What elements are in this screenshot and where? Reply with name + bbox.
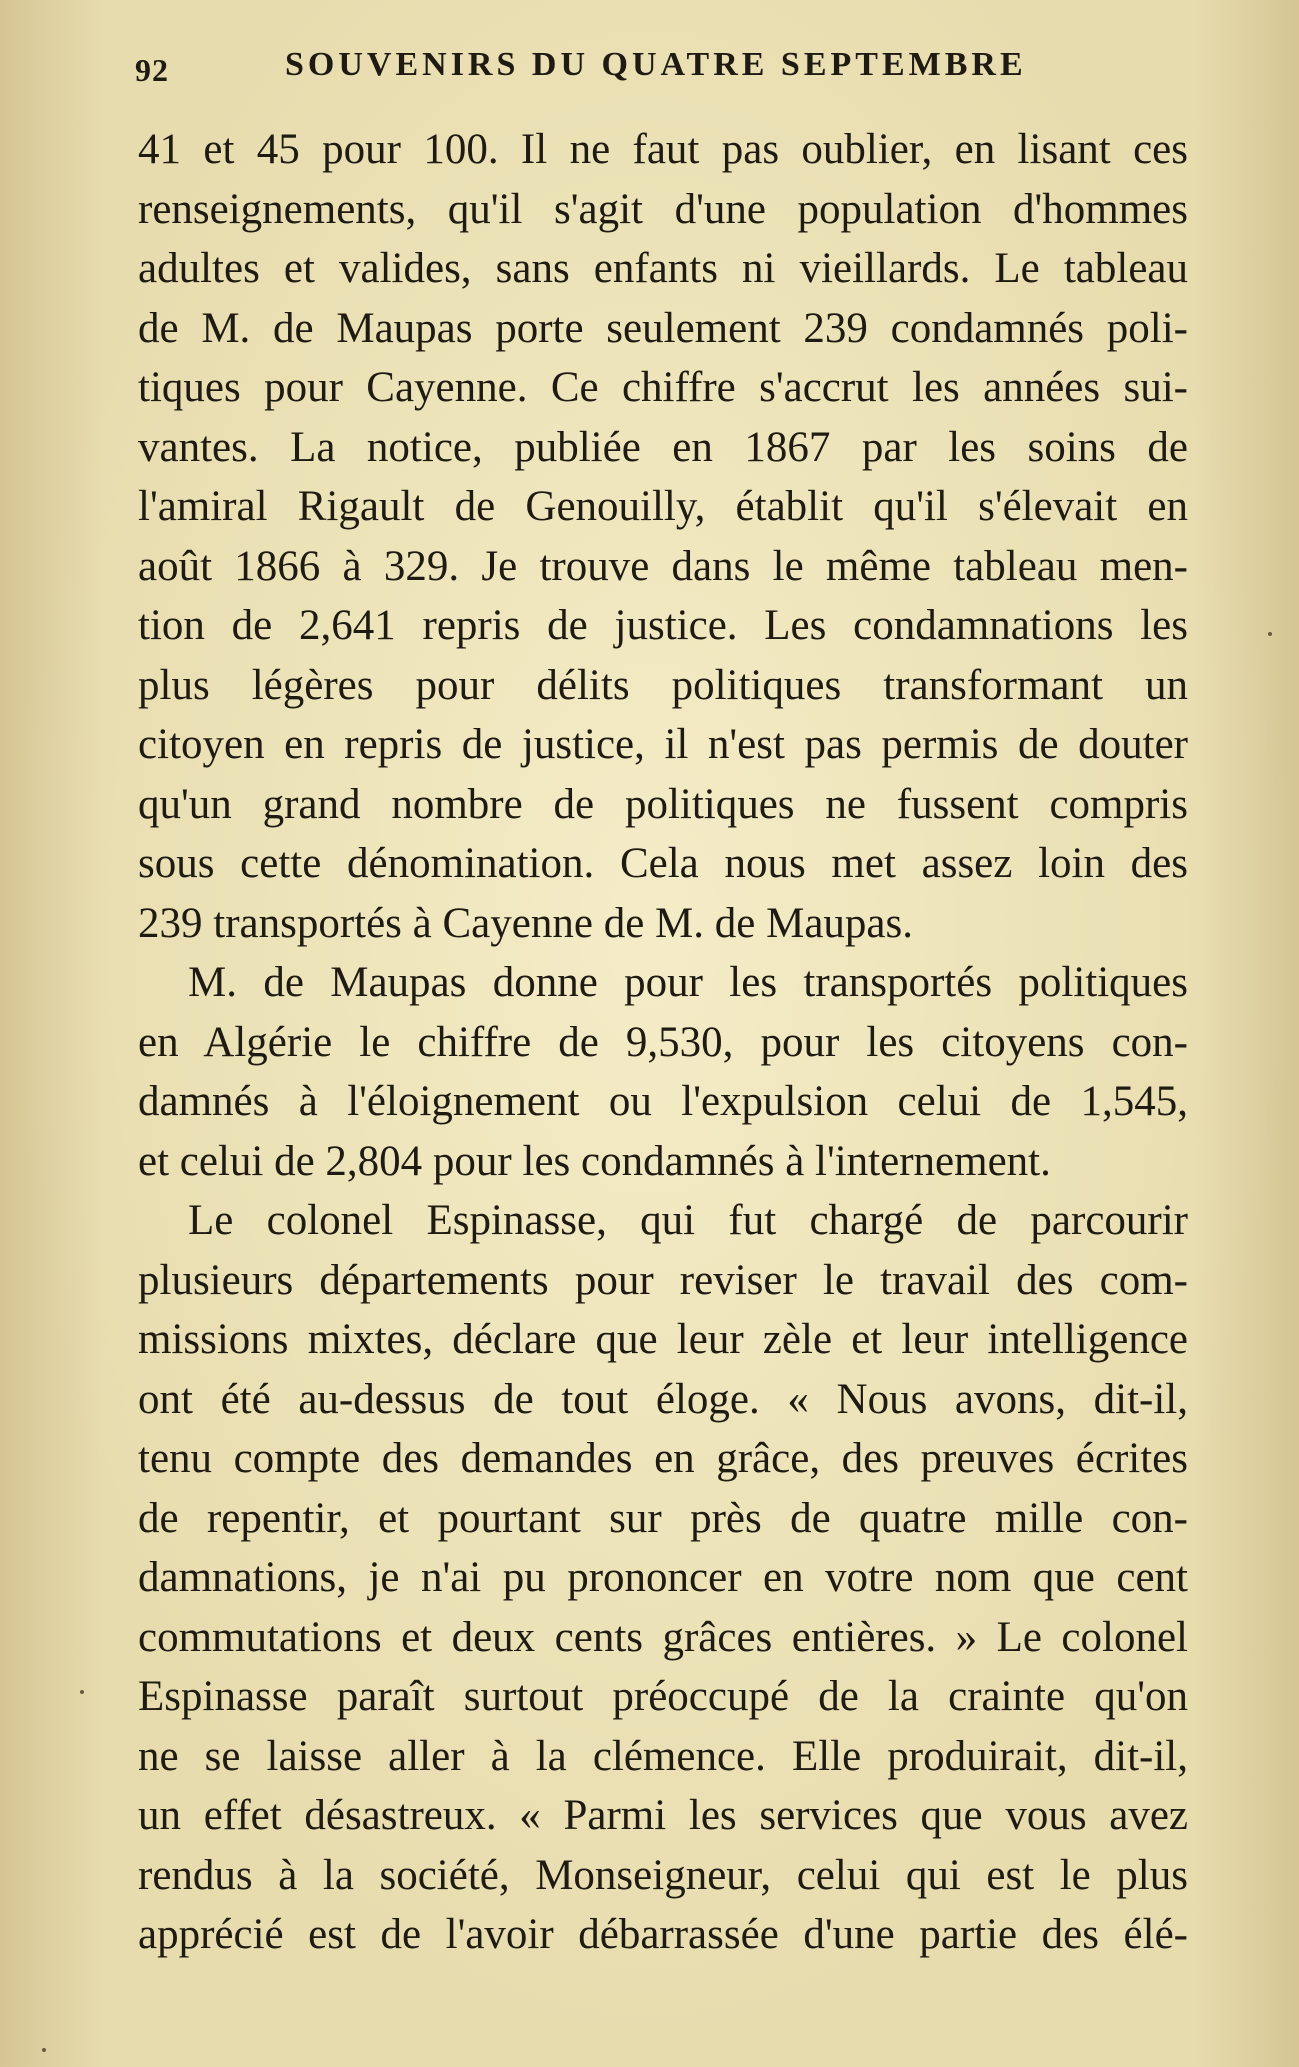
text-line: vantes. La notice, publiée en 1867 par les soins de — [138, 423, 1188, 471]
text-line: tiques pour Cayenne. Ce chiffre s'accrut les années sui- — [138, 364, 1188, 411]
text-line: damnés à l'éloignement ou l'expulsion celui de 1,545, — [138, 1078, 1188, 1125]
text-line: de repentir, et pourtant sur près de quatre mille con- — [138, 1494, 1188, 1542]
text-line: adultes et valides, sans enfants ni vieillards. Le tableau — [138, 245, 1188, 292]
paragraph-end-line: et celui de 2,804 pour les condamnés à l'internement. — [138, 1137, 1051, 1185]
page-number: 92 — [135, 52, 169, 88]
text-line: tenu compte des demandes en grâce, des preuves écrites — [138, 1435, 1188, 1482]
text-line: damnations, je n'ai pu prononcer en votre nom que cent — [138, 1554, 1188, 1601]
text-line: renseignements, qu'il s'agit d'une population d'hommes — [138, 185, 1188, 233]
text-line: apprécié est de l'avoir débarrassée d'une partie des élé- — [138, 1911, 1188, 1958]
running-title: SOUVENIRS DU QUATRE SEPTEMBRE — [285, 46, 1027, 83]
text-line: Espinasse paraît surtout préoccupé de la crainte qu'on — [138, 1673, 1188, 1720]
paragraph-end-line: 239 transportés à Cayenne de M. de Maupas. — [138, 899, 913, 947]
text-line: plus légères pour délits politiques transformant un — [138, 661, 1188, 709]
running-head — [135, 42, 1165, 102]
text-line: missions mixtes, déclare que leur zèle et leur intelligence — [138, 1316, 1188, 1363]
body-text — [138, 120, 1188, 1965]
paragraph-start-line: M. de Maupas donne pour les transportés politiques — [188, 959, 1188, 1006]
paragraph-start-line: Le colonel Espinasse, qui fut chargé de parcourir — [188, 1197, 1188, 1244]
text-line: plusieurs départements pour reviser le travail des com- — [138, 1256, 1188, 1304]
text-line: qu'un grand nombre de politiques ne fussent compris — [138, 780, 1188, 828]
text-line: en Algérie le chiffre de 9,530, pour les citoyens con- — [138, 1018, 1188, 1066]
paper-speck — [80, 1690, 84, 1694]
paper-speck — [1268, 632, 1272, 636]
text-line: de M. de Maupas porte seulement 239 condamnés poli- — [138, 304, 1188, 352]
text-line: tion de 2,641 repris de justice. Les condamnations les — [138, 602, 1188, 649]
text-line: août 1866 à 329. Je trouve dans le même tableau men- — [138, 542, 1188, 590]
text-line: commutations et deux cents grâces entières. » Le colonel — [138, 1613, 1188, 1661]
text-line: ont été au-dessus de tout éloge. « Nous avons, dit-il, — [138, 1375, 1188, 1423]
paper-speck — [42, 2048, 46, 2052]
text-line: rendus à la société, Monseigneur, celui qui est le plus — [138, 1851, 1188, 1899]
text-line: sous cette dénomination. Cela nous met assez loin des — [138, 840, 1188, 887]
text-line: 41 et 45 pour 100. Il ne faut pas oublier, en lisant ces — [138, 126, 1188, 173]
text-line: un effet désastreux. « Parmi les services que vous avez — [138, 1792, 1188, 1839]
text-line: l'amiral Rigault de Genouilly, établit qu'il s'élevait en — [138, 483, 1188, 530]
text-line: ne se laisse aller à la clémence. Elle produirait, dit-il, — [138, 1732, 1188, 1780]
text-line: citoyen en repris de justice, il n'est pas permis de douter — [138, 721, 1188, 768]
